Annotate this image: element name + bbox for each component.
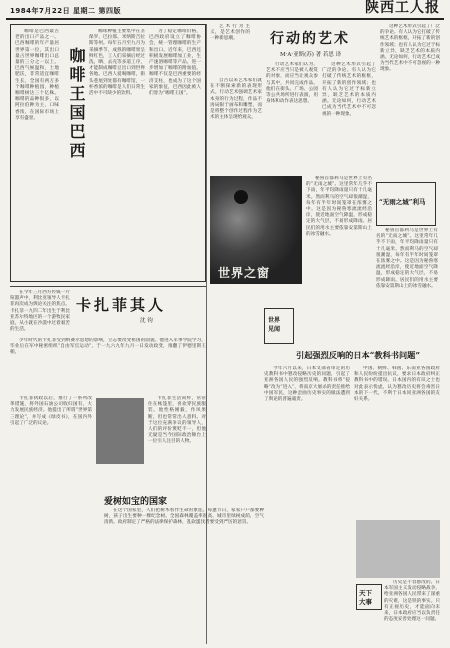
tree-body: 在这个国家里，人们把树木看作生命的象征。每逢节日，家家户户都要种树，孩子出生要种一棵纪念树。全国森林覆盖率很高，城市里绿树成荫，空气清新。政府制定了严格的法律保护森林，乱砍滥伐者要受到严厉的惩罚。 xyxy=(104,508,264,526)
textbook-article xyxy=(264,308,440,644)
coffee-col-1-text: 咖啡是巴西最古老的出口产品之一。巴西咖啡的年产量居世界第一位，其出口量占世界咖啡出口总量的三分之一以上。巴西气候温和，土地肥沃，非常适宜咖啡生长，全国有两万多个咖啡种植园，种植咖啡树达三十亿株。咖啡的品种很多，以阿拉伯种为主，口味香浓，在国际市场上享有盛誉。 xyxy=(15,29,59,121)
qaddafi-col-3-text: 卡扎菲执政以后，推行了一系列改革措施，将外国石油公司收归国有，大力发展民族经济。他提出了所谓“世界第三理论”，并写成《绿皮书》，在国内外引起了广泛的议论。 xyxy=(10,396,92,426)
qaddafi-photo xyxy=(96,398,144,464)
coffee-col-2-text: 咖啡种植主要集中在圣保罗、巴拉那、米纳斯吉拉斯等州。每年五月至九月为采摘季节，成熟的咖啡果呈鲜红色，工人们采摘后经过洗、晒、去壳等多道工序，才能制成咖啡豆出口到世界各地。巴西人爱喝咖啡，街头巷尾到处都有咖啡馆，一杯香浓的咖啡是人们日常生活中不可缺少的饮料。 xyxy=(89,29,145,97)
art-lead-text: 艺术行为主义，是艺术创作的一种新思潮。 xyxy=(210,24,250,42)
lima-text-2: 秘鲁首都利马是世界上有名的“无雨之城”。这里常年几乎不下雨，年平均降雨量只有十几毫米。然而利马的空气却很潮湿，每年有半年时间笼罩在浓雾之中。这是因为秘鲁寒流流经沿岸，使近地面空气降温，形成稳定的大气层，不易形成降雨。居民们的用水主要依靠安第斯山上的冰雪融水。 xyxy=(376,228,438,289)
art-lead xyxy=(210,24,250,74)
lima-title-box xyxy=(376,182,436,226)
lima-article xyxy=(306,176,440,304)
qaddafi-byline: 沈 钧 xyxy=(140,318,153,324)
art-title: 行动的艺术 xyxy=(270,31,350,47)
coffee-col-2 xyxy=(89,29,145,277)
lima-title: “无雨之城”利马 xyxy=(379,198,426,206)
art-byline: M·A·亚斯(苏) 著 若思 译 xyxy=(280,52,342,58)
qaddafi-col-4 xyxy=(148,396,206,488)
qaddafi-col-4-text: 卡扎菲生活简朴，常常住在帐篷里，喜欢穿民族服装。他性格刚毅，作风果断，但也常常出人意料。对于这位充满争议的领导人，人们的评价褒贬不一，但他无疑是当今国际政治舞台上一位引人注目的人物。 xyxy=(148,396,206,445)
qaddafi-col-2-text: 少年时代的卡扎菲受到纳赛尔思想的影响，立志要改变祖国的面貌。他进入军事学院学习，毕业后在军中秘密组织“自由军官运动”，于一九六九年九月一日发动政变，推翻了伊德里斯王朝。 xyxy=(10,338,206,356)
lima-text: 秘鲁首都利马是世界上有名的“无雨之城”。这里常年几乎不下雨，年平均降雨量只有十几毫米。然而利马的空气却很潮湿，每年有半年时间笼罩在浓雾之中。这是因为秘鲁寒流流经沿岸，使近地面空气降温，形成稳定的大气层，不易形成降雨。居民们的用水主要依靠安第斯山上的冰雪融水。 xyxy=(306,176,372,237)
world-window-title: 世界之窗 xyxy=(218,266,271,280)
tree-title: 爱树如宝的国家 xyxy=(104,497,168,507)
art-col-3-text: 这种艺术形式引起了广泛的争论。有人认为它打破了传统艺术的框框，开拓了新的创作领域；也有人认为它过于标新立异，缺乏艺术的本质内涵。无论如何，行动艺术已成为当代艺术中不可忽视的一种现象。 xyxy=(322,62,376,117)
textbook-col-1 xyxy=(264,366,350,644)
art-article xyxy=(210,24,376,174)
tree-text xyxy=(104,508,264,644)
art-col-2-text: 行动艺术家们认为，艺术不应当只是被人观赏的对象，而应当让观众参与其中，共同完成作品。他们在街头、广场、公园等公共场所进行表演，用身体和动作表达思想。 xyxy=(266,62,318,105)
textbook-col-2-text: 中国、朝鲜、韩国、东南亚各国政府和人民纷纷提出抗议，要求日本政府纠正教科书中的错误。日本国内的有识之士也对此表示忧虑，认为篡改历史将会毒害日本的下一代，不利于日本同亚洲各国的友好关系。 xyxy=(354,366,440,403)
art-side-text: 这种艺术形式引起了广泛的争论。有人认为它打破了传统艺术的框框，开拓了新的创作领域；也有人认为它过于标新立异，缺乏艺术的本质内涵。无论如何，行动艺术已成为当代艺术中不可忽视的一种现象。 xyxy=(380,24,440,73)
textbook-title: 引起强烈反响的日本“教科书问题” xyxy=(296,350,421,360)
textbook-col-2 xyxy=(354,366,440,516)
coffee-col-1 xyxy=(15,29,59,277)
corner-column-box xyxy=(356,584,382,610)
art-col-3 xyxy=(322,62,376,174)
art-col-1 xyxy=(210,78,262,174)
qaddafi-col-3 xyxy=(10,396,92,644)
textbook-label: 世界 见闻 xyxy=(268,317,281,333)
coffee-col-3 xyxy=(149,29,201,277)
coffee-col-3-text: 为了稳定咖啡价格，巴西政府设立了咖啡协会，统一管理咖啡的生产和出口。近年来，巴西还积极发展咖啡加工业，生产速溶咖啡等产品，进一步增加了咖啡的附加值。咖啡不仅是巴西重要的经济支柱，也成为了这个国家的象征，巴西因此被人们誉为“咖啡王国”。 xyxy=(149,29,201,97)
textbook-label-box xyxy=(264,308,294,344)
textbook-col-3 xyxy=(384,580,440,644)
art-side-col xyxy=(380,24,440,174)
textbook-col-3-text: 历史是不容篡改的。日本军国主义发动侵略战争，给亚洲各国人民带来了深重的灾难，这是铁的事实。只有正视历史，才能面向未来，日本政府应当以负责任的态度妥善处理这一问题。 xyxy=(384,580,440,623)
paper-name: 陕西工人报 xyxy=(365,0,440,16)
lima-text-left xyxy=(306,176,372,304)
qaddafi-col-2 xyxy=(10,338,206,392)
qaddafi-col-1 xyxy=(10,290,70,334)
art-col-2 xyxy=(266,62,318,174)
separator-mid xyxy=(10,286,206,287)
qaddafi-col-1-text: 在今年三月西方传媒一片喧嚣声中，利比亚领导人卡扎菲再次成为舆论关注的焦点。卡扎菲一九四二年出生于利比亚苏尔特地区的一个游牧民家庭，从小就在沙漠中过着艰苦的生活。 xyxy=(10,290,70,333)
textbook-col-1-text: 今年六月以来，日本文部省审定的历史教科书中篡改侵略历史的问题，引起了亚洲各国人民的强烈反响。教科书将“侵略”改为“进入”，将南京大屠杀的责任推给中国军民，这种歪曲历史事实的做法遭到了舆论的普遍谴责。 xyxy=(264,366,350,403)
corner-column-title: 天下 大事 xyxy=(359,589,372,606)
decor-dot xyxy=(234,190,248,204)
art-col-1-text: 自古以来艺术家们就在不断探索新的表现形式。行动艺术强调艺术家本身的行为过程，作品不再局限于画布和雕塑，而是将整个创作过程作为艺术的主体呈现给观众。 xyxy=(210,78,262,121)
masthead xyxy=(6,0,444,20)
coffee-title: 咖啡王国巴西 xyxy=(67,47,86,161)
coffee-article xyxy=(10,24,206,282)
capitol-photo xyxy=(356,520,440,578)
qaddafi-title: 卡扎菲其人 xyxy=(76,296,167,314)
issue-date: 1984年7月22日 星期二 第四版 xyxy=(10,7,121,15)
tree-article xyxy=(104,494,264,644)
lima-text-right xyxy=(376,228,438,304)
newspaper-page xyxy=(6,0,444,644)
